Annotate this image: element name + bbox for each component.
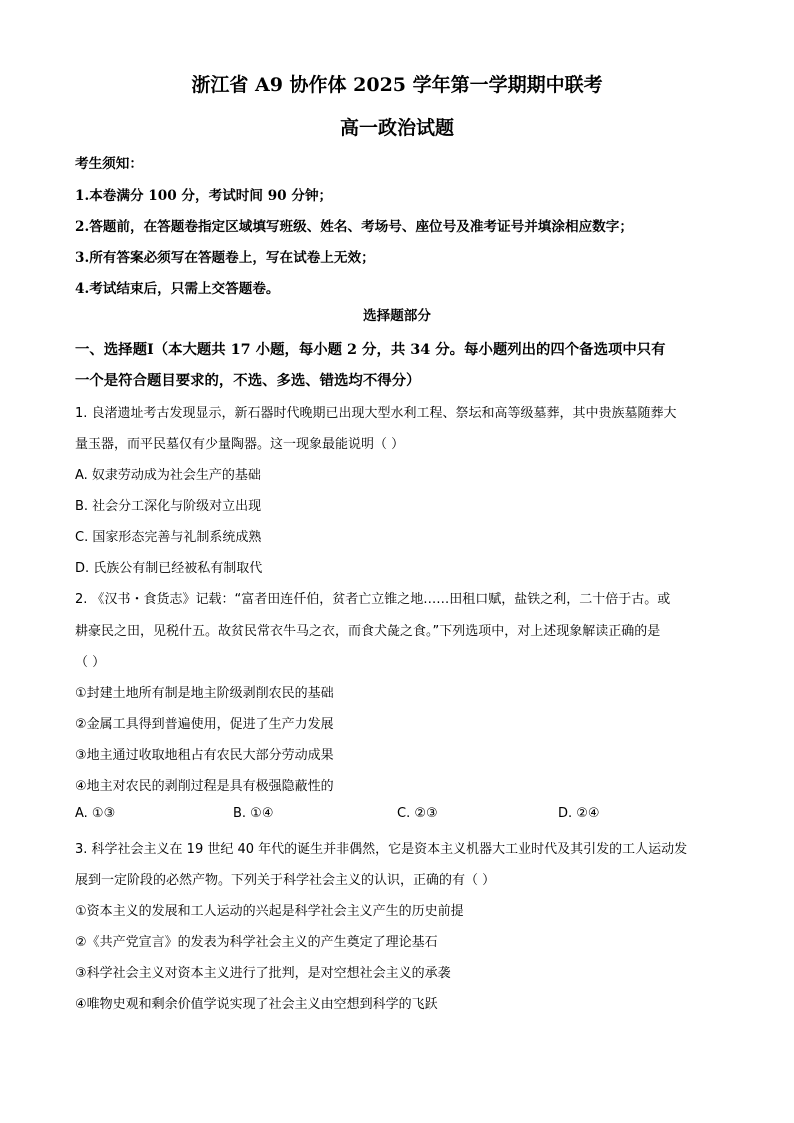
question-1-stem: 量玉器，而平民墓仅有少量陶器。这一现象最能说明（ ） [75, 437, 405, 452]
question-3-statement: ④唯物史观和剩余价值学说实现了社会主义由空想到科学的飞跃 [75, 997, 438, 1012]
question-1-option-c: C. 国家形态完善与礼制系统成熟 [75, 530, 262, 545]
question-2-stem: 2. 《汉书・食货志》记载：“富者田连仟伯，贫者亡立锥之地……田租口赋，盐铁之利，二十倍于古。或 [75, 592, 671, 607]
part-heading-line: 一、选择题Ⅰ（本大题共 17 小题，每小题 2 分，共 34 分。每小题列出的四个备选项中只有 [75, 341, 666, 358]
question-1-option-d: D. 氏族公有制已经被私有制取代 [75, 561, 263, 576]
question-2-choice-b: B. ①④ [233, 806, 274, 821]
question-2-choice-c: C. ②③ [397, 806, 438, 821]
question-3-statement: ③科学社会主义对资本主义进行了批判，是对空想社会主义的承袭 [75, 966, 451, 981]
question-1-option-b: B. 社会分工深化与阶级对立出现 [75, 499, 262, 514]
question-2-statement: ③地主通过收取地租占有农民大部分劳动成果 [75, 748, 334, 763]
question-3-stem: 展到一定阶段的必然产物。下列关于科学社会主义的认识，正确的有（ ） [75, 873, 496, 888]
question-2-choice-a: A. ①③ [75, 806, 116, 821]
question-2-choice-d: D. ②④ [558, 806, 600, 821]
question-3-statement: ②《共产党宣言》的发表为科学社会主义的产生奠定了理论基石 [75, 935, 438, 950]
notice-item: 3.所有答案必须写在答题卷上，写在试卷上无效； [75, 250, 375, 266]
exam-title: 浙江省 A9 协作体 2025 学年第一学期期中联考 [191, 74, 603, 96]
part-heading-line: 一个是符合题目要求的，不选、多选、错选均不得分） [75, 372, 421, 389]
notice-item: 2.答题前，在答题卷指定区域填写班级、姓名、考场号、座位号及准考证号并填涂相应数字； [75, 219, 633, 235]
notice-heading: 考生须知： [75, 156, 143, 172]
section-title: 选择题部分 [363, 308, 431, 324]
question-2-stem: 耕豪民之田，见税什五。故贫民常衣牛马之衣，而食犬彘之食。”下列选项中，对上述现象解读正确的是 [75, 624, 661, 639]
question-2-statement: ①封建土地所有制是地主阶级剥削农民的基础 [75, 686, 334, 701]
question-1-option-a: A. 奴隶劳动成为社会生产的基础 [75, 468, 261, 483]
question-2-stem: （ ） [75, 655, 106, 670]
notice-item: 4.考试结束后，只需上交答题卷。 [75, 281, 280, 297]
question-1-stem: 1. 良渚遗址考古发现显示，新石器时代晚期已出现大型水利工程、祭坛和高等级墓葬，其中贵族墓随葬大 [75, 406, 677, 421]
question-2-statement: ④地主对农民的剥削过程是具有极强隐蔽性的 [75, 779, 334, 794]
exam-subtitle: 高一政治试题 [339, 117, 454, 139]
question-3-statement: ①资本主义的发展和工人运动的兴起是科学社会主义产生的历史前提 [75, 904, 464, 919]
question-2-statement: ②金属工具得到普遍使用，促进了生产力发展 [75, 717, 334, 732]
notice-item: 1.本卷满分 100 分，考试时间 90 分钟； [75, 188, 333, 204]
question-3-stem: 3. 科学社会主义在 19 世纪 40 年代的诞生并非偶然，它是资本主义机器大工业时代及其引发的工人运动发 [75, 842, 688, 857]
